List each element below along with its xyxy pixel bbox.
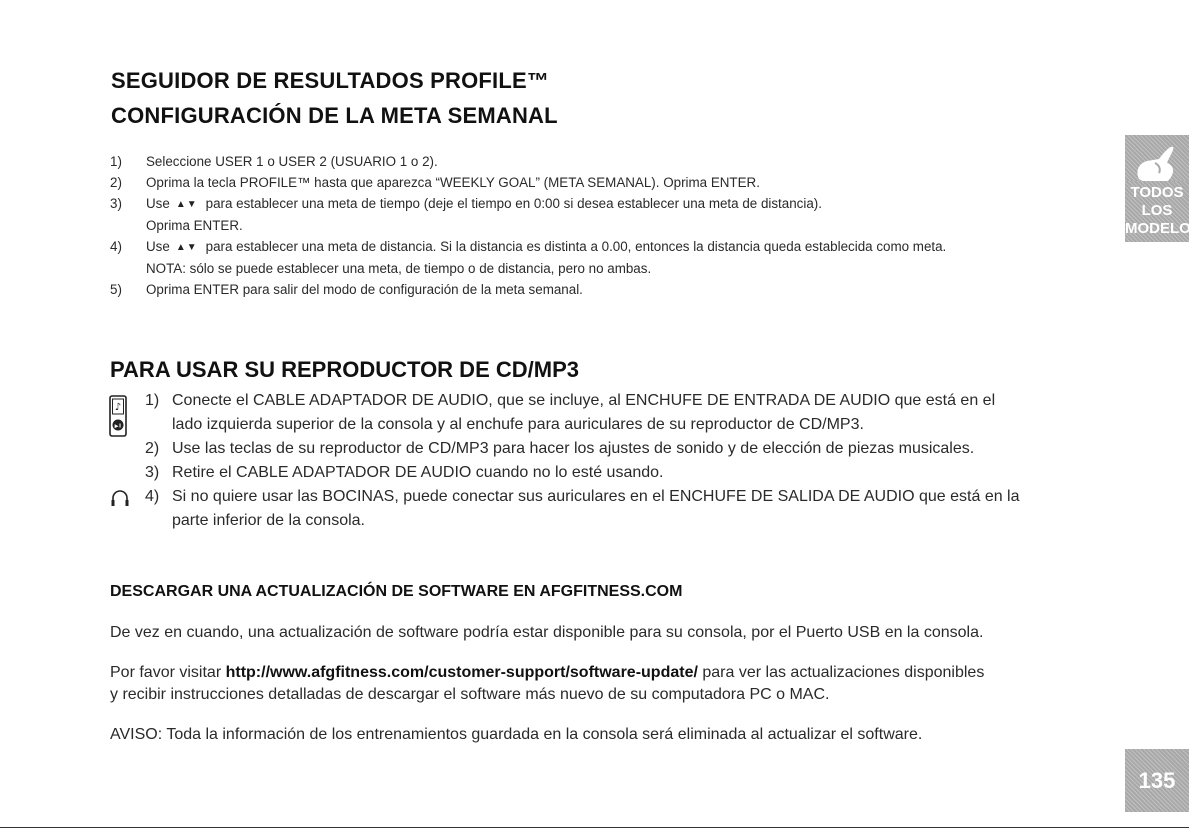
up-down-arrows-icon: ▲▼ [175, 242, 198, 253]
section1-title-line1: SEGUIDOR DE RESULTADOS PROFILE™ [111, 68, 550, 93]
bottom-divider [0, 827, 1189, 828]
list-item: 1) Conecte el CABLE ADAPTADOR DE AUDIO, que se incluye, al ENCHUFE DE ENTRADA DE AUDIO que está en el lado izquierda superior de la consola y al enchufe para auriculares de su reproductor de CD/MP3. [145, 392, 996, 433]
section3-title: DESCARGAR UNA ACTUALIZACIÓN DE SOFTWARE EN AFGFITNESS.COM [110, 583, 683, 600]
cd-mp3-steps [110, 389, 1110, 533]
up-down-arrows-icon: ▲▼ [175, 199, 198, 210]
paragraph: AVISO: Toda la información de los entrenamientos guardada en la consola será eliminada al actualizar el software. [110, 726, 923, 743]
page-number-badge: 135 [1125, 749, 1189, 812]
svg-text:♪: ♪ [114, 402, 122, 413]
software-update-link[interactable]: http://www.afgfitness.com/customer-support/software-update/ [225, 664, 698, 681]
list-item: 2) Use las teclas de su reproductor de CD/MP3 para hacer los ajustes de sonido y de elección de piezas musicales. [145, 440, 975, 457]
section2-title: PARA USAR SU REPRODUCTOR DE CD/MP3 [110, 357, 579, 382]
paragraph: Por favor visitar http://www.afgfitness.com/customer-support/software-update/ para ver las actualizaciones disponibles [110, 664, 985, 681]
list-item: 3) Retire el CABLE ADAPTADOR DE AUDIO cuando no lo esté usando. [145, 464, 664, 481]
list-item: 4) Si no quiere usar las BOCINAS, puede conectar sus auriculares en el ENCHUFE DE SALIDA DE AUDIO que está en la parte inferior de la consola. [145, 488, 1020, 529]
list-item: 1) Seleccione USER 1 o USER 2 (USUARIO 1 o 2). [110, 154, 438, 169]
list-item: 2) Oprima la tecla PROFILE™ hasta que aparezca “WEEKLY GOAL” (META SEMANAL). Oprima ENTER. [110, 175, 760, 190]
list-item: 3) Use ▲▼ para establecer una meta de tiempo (deje el tiempo en 0:00 si desea establecer una meta de distancia). [110, 193, 1100, 215]
all-models-tab[interactable]: TODOS LOS MODELOS [1125, 181, 1189, 242]
list-item: 5) Oprima ENTER para salir del modo de configuración de la meta semanal. [110, 282, 583, 297]
paragraph: y recibir instrucciones detalladas de descargar el software más nuevo de su computadora PC o MAC. [110, 686, 830, 703]
paragraph: De vez en cuando, una actualización de software podría estar disponible para su consola, por el Puerto USB en la consola. [110, 624, 984, 641]
svg-text:▶II: ▶II [114, 423, 122, 430]
list-item: 4) Use ▲▼ para establecer una meta de distancia. Si la distancia es distinta a 0.00, entonces la distancia queda establecida como meta. [110, 236, 1100, 258]
software-update-text [110, 622, 1110, 746]
weekly-goal-steps: 1) Seleccione USER 1 o USER 2 (USUARIO 1 o 2). 2) Oprima la tecla PROFILE™ hasta que aparezca “WEEKLY GOAL” (META SEMANAL). Oprima ENTER. 3) Use ▲▼ para establecer una meta de tiempo (deje el tiempo en 0:00 si desea establecer una meta de distancia). Oprima ENTER. 4) Use ▲▼ para establecer una meta de distancia. Si la distancia es distinta a 0.00, entonces la distancia queda establecida como meta. NOTA: sólo se puede establecer una meta, de tiempo o de distancia, pero no ambas. 5) Oprima ENTER para salir del modo de configuración de la meta semanal. [110, 151, 1100, 300]
section1-title-line2: CONFIGURACIÓN DE LA META SEMANAL [111, 103, 558, 128]
